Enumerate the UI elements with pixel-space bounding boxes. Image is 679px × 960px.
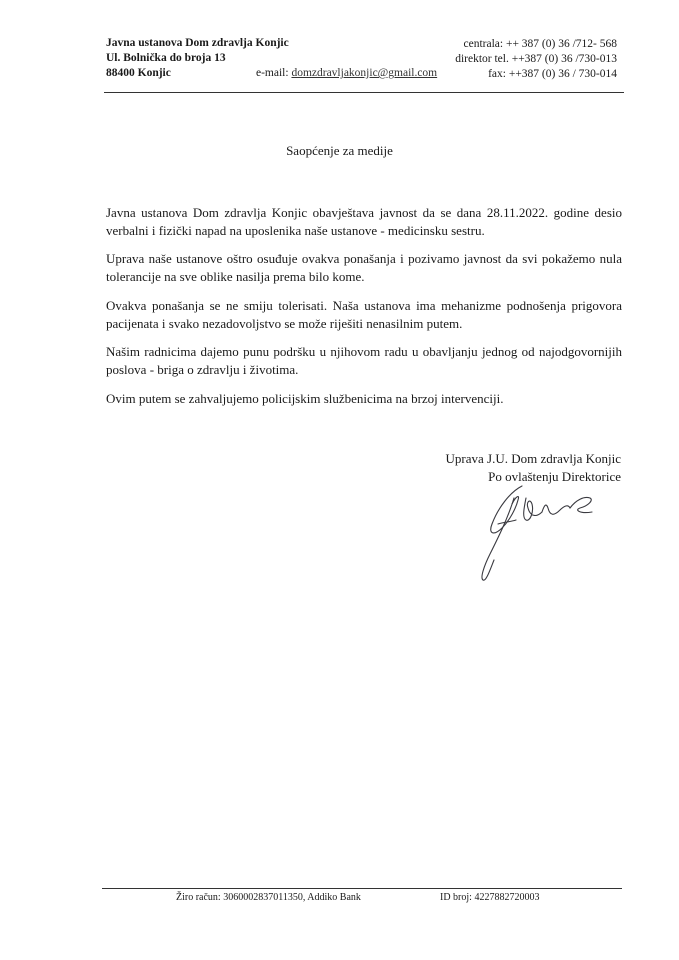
org-name: Javna ustanova Dom zdravlja Konjic <box>106 37 289 49</box>
id-number: ID broj: 4227882720003 <box>440 892 540 903</box>
org-address: Ul. Bolnička do broja 13 <box>106 52 226 64</box>
handwritten-signature <box>470 478 600 588</box>
paragraph-3: Ovakva ponašanja se ne smiju tolerisati. Naša ustanova ima mehanizme podnošenja prigovora pacijenata i svako nezadovoljstvo se može riješiti nenasilnim putem. <box>106 298 622 331</box>
signature-delegation: Po ovlaštenju Direktorice <box>488 469 621 484</box>
bank-account: Žiro račun: 3060002837011350, Addiko Bank <box>176 892 361 903</box>
phone-director: direktor tel. ++387 (0) 36 /730-013 <box>455 53 617 65</box>
paragraph-2: Uprava naše ustanove oštro osuđuje ovakva ponašanja i pozivamo javnost da svi pokažemo nula tolerancije na sve oblike nasilja prema bilo kome. <box>106 251 622 284</box>
paragraph-4: Našim radnicima dajemo punu podršku u njihovom radu u obavljanju jednog od najodgovornijih poslova - briga o zdravlju i životima. <box>106 344 622 377</box>
signature-authority: Uprava J.U. Dom zdravlja Konjic <box>445 451 621 466</box>
email-label: e-mail: <box>256 67 292 79</box>
org-city: 88400 Konjic <box>106 67 171 79</box>
footer-divider <box>102 888 622 889</box>
paragraph-1: Javna ustanova Dom zdravlja Konjic obavještava javnost da se dana 28.11.2022. godine desio verbalni i fizički napad na uposlenika naše ustanove - medicinsku sestru. <box>106 205 622 238</box>
phone-central: centrala: ++ 387 (0) 36 /712- 568 <box>463 38 617 50</box>
fax-number: fax: ++387 (0) 36 / 730-014 <box>488 68 617 80</box>
paragraph-5: Ovim putem se zahvaljujemo policijskim službenicima na brzoj intervenciji. <box>106 391 504 406</box>
email-line <box>256 66 437 80</box>
email-link[interactable]: domzdravljakonjic@gmail.com <box>291 67 438 79</box>
header-divider <box>104 92 624 93</box>
document-title: Saopćenje za medije <box>286 143 393 158</box>
